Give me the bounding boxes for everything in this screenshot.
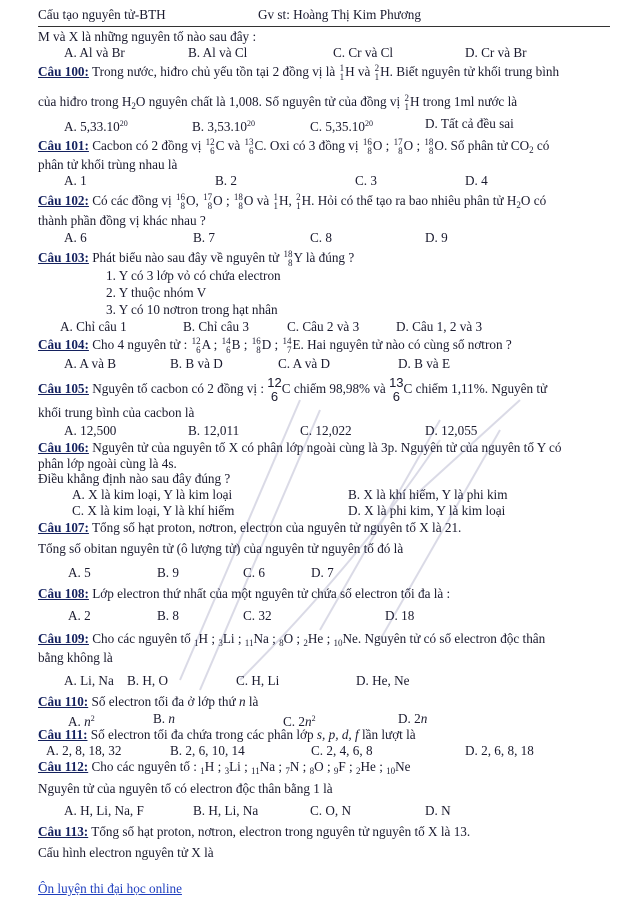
option-a: A. A và B <box>64 356 117 371</box>
question-number: Câu 112: <box>38 759 89 774</box>
question-108: Câu 108: Lớp electron thứ nhất của một nguyên tử chứa số electron tối đa là : <box>38 586 451 601</box>
question-text: M và X là những nguyên tố nào sau đây : <box>38 29 257 44</box>
option-d: D. 12,055 <box>425 423 478 438</box>
question-number: Câu 109: <box>38 631 89 646</box>
option-b: B. 2 <box>215 173 237 188</box>
option-a: A. X là kim loại, Y là kim loại <box>72 487 233 502</box>
question-102: Câu 102: Có các đồng vị 16 8 O, 17 8 O ; 18 8 O và 1 1 H, 2 1 H. Hỏi có thể tạo ra bao nhiêu phân tử $H_2O$ có <box>38 192 547 211</box>
option-c: C. Câu 2 và 3 <box>287 319 360 334</box>
question-112: Câu 112: Cho các nguyên tố : $_1$H ; $_3$Li ; $_{11}$Na ; $_7$N ; $_8$O ; $_9$F ; $_2$He ; $_{10}$Ne <box>38 759 411 776</box>
question-number: Câu 106: <box>38 440 89 455</box>
question-107: Câu 107: Tổng số hạt proton, nơtron, electron của nguyên tử nguyên tố X là 21. <box>38 520 462 535</box>
question-text: của hiđro trong H <box>38 94 132 110</box>
question-text: bằng không là <box>38 650 113 665</box>
option-c: C. 3 <box>355 173 377 188</box>
question-text: H và <box>345 64 371 80</box>
option-b: B. 2, 6, 10, 14 <box>170 743 245 758</box>
question-number: Câu 108: <box>38 586 89 601</box>
question-text: Nguyên tử của nguyên tố có electron độc thân bằng 1 là <box>38 781 333 796</box>
isotope-13C: 13 6 <box>389 374 404 404</box>
question-text: H. Biết nguyên tử khối trung bình <box>380 64 560 80</box>
option-a: A. 2 <box>68 608 91 623</box>
option-d: D. Cr và Br <box>465 45 527 60</box>
question-text: H trong 1ml nước là <box>409 94 518 110</box>
question-number: Câu 111: <box>38 727 88 742</box>
question-number: Câu 104: <box>38 337 89 353</box>
option-d: D. Tất cả đều sai <box>425 116 514 131</box>
question-text-line: của hiđro trong $H_2O$ nguyên chất là 1,008. Số nguyên tử của đồng vị 2 1 H trong 1ml nước là <box>38 93 518 112</box>
question-text: khối trung bình của cacbon là <box>38 405 195 420</box>
option-d: D. X là phi kim, Y là kim loại <box>348 503 506 518</box>
option-b: B. X là khí hiếm, Y là phi kim <box>348 487 508 502</box>
question-number: Câu 103: <box>38 250 89 266</box>
option-d: D. 4 <box>465 173 488 188</box>
option-d: D. He, Ne <box>356 673 410 688</box>
question-text: Trong nước, hiđro chủ yếu tồn tại 2 đồng vị là <box>91 64 336 80</box>
option-a: A. Li, Na <box>64 673 114 688</box>
question-number: Câu 113: <box>38 824 89 839</box>
isotope-2H: 2 1 <box>404 93 409 112</box>
option-a: A. 5 <box>68 565 91 580</box>
option-c: C. X là kim loại, Y là khí hiếm <box>72 503 235 518</box>
question-105: Câu 105: Nguyên tố cacbon có 2 đồng vị : 12 6C chiếm 98,98% và 13 6C chiếm 1,11%. Nguyên tử <box>38 374 548 404</box>
question-text: phân tử khối trùng nhau là <box>38 157 178 172</box>
option-b: B. 8 <box>157 608 179 623</box>
option-c: C. 2, 4, 6, 8 <box>311 743 373 758</box>
option-c: C. $2n^2$ <box>283 714 316 729</box>
question-number: Câu 100: <box>38 64 89 80</box>
option-c: C. A và D <box>278 356 331 371</box>
question-101: Câu 101: Cacbon có 2 đồng vị 12 6 C và 13 6 C. Oxi có 3 đồng vị 16 8 O ; 17 8 O ; 18 8 O. Số phân tử $CO_2$ có <box>38 137 550 156</box>
option-a: A. $n^2$ <box>68 714 95 729</box>
option-c: C. 12,022 <box>300 423 352 438</box>
question-106: Câu 106: Nguyên tử của nguyên tố X có phân lớp ngoài cùng là 3p. Nguyên tử của nguyên tố Y có <box>38 440 562 455</box>
page-header <box>38 6 610 27</box>
option-d: D. 2n <box>398 711 428 726</box>
option-a: A. 1 <box>64 173 87 188</box>
option-c: C. 8 <box>310 230 332 245</box>
question-109: Câu 109: Cho các nguyên tố $_1$H ; $_3$Li ; $_{11}$Na ; $_8$O ; $_2$He ; $_{10}$Ne. Nguyên tử có số electron độc thân <box>38 631 546 648</box>
option-a: A. 2, 8, 18, 32 <box>46 743 122 758</box>
question-111: Câu 111: Số electron tối đa chứa trong các phân lớp s, p, d, f lần lượt là <box>38 727 416 742</box>
option-d: D. 7 <box>311 565 334 580</box>
option-c: C. 32 <box>243 608 272 623</box>
question-number: Câu 105: <box>38 381 89 396</box>
option-b: B. Al và Cl <box>188 45 248 60</box>
option-b: B. B và D <box>170 356 223 371</box>
statement-2: 2. Y thuộc nhóm V <box>106 285 207 300</box>
option-a: A. 5,33.10$^{20}$ <box>64 119 128 134</box>
question-number: Câu 102: <box>38 193 89 209</box>
isotope-2H: 2 1 <box>374 63 380 82</box>
option-c: C. Cr và Cl <box>333 45 394 60</box>
option-b: B. H, O <box>127 673 169 688</box>
statement-3: 3. Y có 10 nơtron trong hạt nhân <box>106 302 278 317</box>
question-text: Tổng số obitan nguyên tử (ô lượng tử) của nguyên tử nguyên tố đó là <box>38 541 404 556</box>
isotope-1H: 1 1 <box>339 63 345 82</box>
option-d: D. N <box>425 803 451 818</box>
option-c: C. O, N <box>310 803 352 818</box>
option-c: C. H, Li <box>236 673 280 688</box>
option-a: A. H, Li, Na, F <box>64 803 144 818</box>
question-number: Câu 110: <box>38 694 89 709</box>
option-b: B. n <box>153 711 175 726</box>
option-c: C. 5,35.10$^{20}$ <box>310 119 373 134</box>
question-text: phân lớp ngoài cùng là 4s. <box>38 456 177 471</box>
question-110: Câu 110: Số electron tối đa ở lớp thứ n là <box>38 694 259 709</box>
option-a: A. Chỉ câu 1 <box>60 319 127 334</box>
footer-link[interactable]: Ôn luyện thi đại học online <box>38 881 182 896</box>
question-113: Câu 113: Tổng số hạt proton, nơtron, electron trong nguyên tử nguyên tố X là 13. <box>38 824 471 839</box>
statement-1: 1. Y có 3 lớp vỏ có chứa electron <box>106 268 281 283</box>
option-a: A. 12,500 <box>64 423 117 438</box>
question-text: Cấu hình electron nguyên tử X là <box>38 845 214 860</box>
option-b: B. 3,53.10$^{20}$ <box>192 119 255 134</box>
header-right: Gv st: Hoàng Thị Kim Phương <box>258 7 421 22</box>
question-103: Câu 103: Phát biểu nào sau đây về nguyên tử 18 8 Y là đúng ? <box>38 249 355 268</box>
option-b: B. 12,011 <box>188 423 240 438</box>
question-text: thành phần đồng vị khác nhau ? <box>38 213 206 228</box>
question-text: O nguyên chất là 1,008. Số nguyên tử của đồng vị <box>135 94 401 110</box>
option-d: D. 2, 6, 8, 18 <box>465 743 534 758</box>
option-b: B. Chỉ câu 3 <box>183 319 249 334</box>
question-100 <box>38 64 559 82</box>
question-number: Câu 101: <box>38 138 89 154</box>
question-number: Câu 107: <box>38 520 89 535</box>
option-c: C. 6 <box>243 565 265 580</box>
option-b: B. 9 <box>157 565 179 580</box>
option-b: B. 7 <box>193 230 215 245</box>
question-text: Điều khẳng định nào sau đây đúng ? <box>38 471 231 486</box>
option-a: A. 6 <box>64 230 87 245</box>
header-left: Cấu tạo nguyên tử-BTH <box>38 7 166 22</box>
option-a: A. Al và Br <box>64 45 125 60</box>
option-d: D. B và E <box>398 356 451 371</box>
option-d: D. 9 <box>425 230 448 245</box>
option-d: D. 18 <box>385 608 415 623</box>
question-104: Câu 104: Cho 4 nguyên tử : 12 6 A ; 14 6 B ; 16 8 D ; 14 7 E. Hai nguyên tử nào có cùng số nơtron ? <box>38 336 512 355</box>
option-b: B. H, Li, Na <box>193 803 259 818</box>
option-d: D. Câu 1, 2 và 3 <box>396 319 483 334</box>
isotope-12C: 12 6 <box>267 374 282 404</box>
